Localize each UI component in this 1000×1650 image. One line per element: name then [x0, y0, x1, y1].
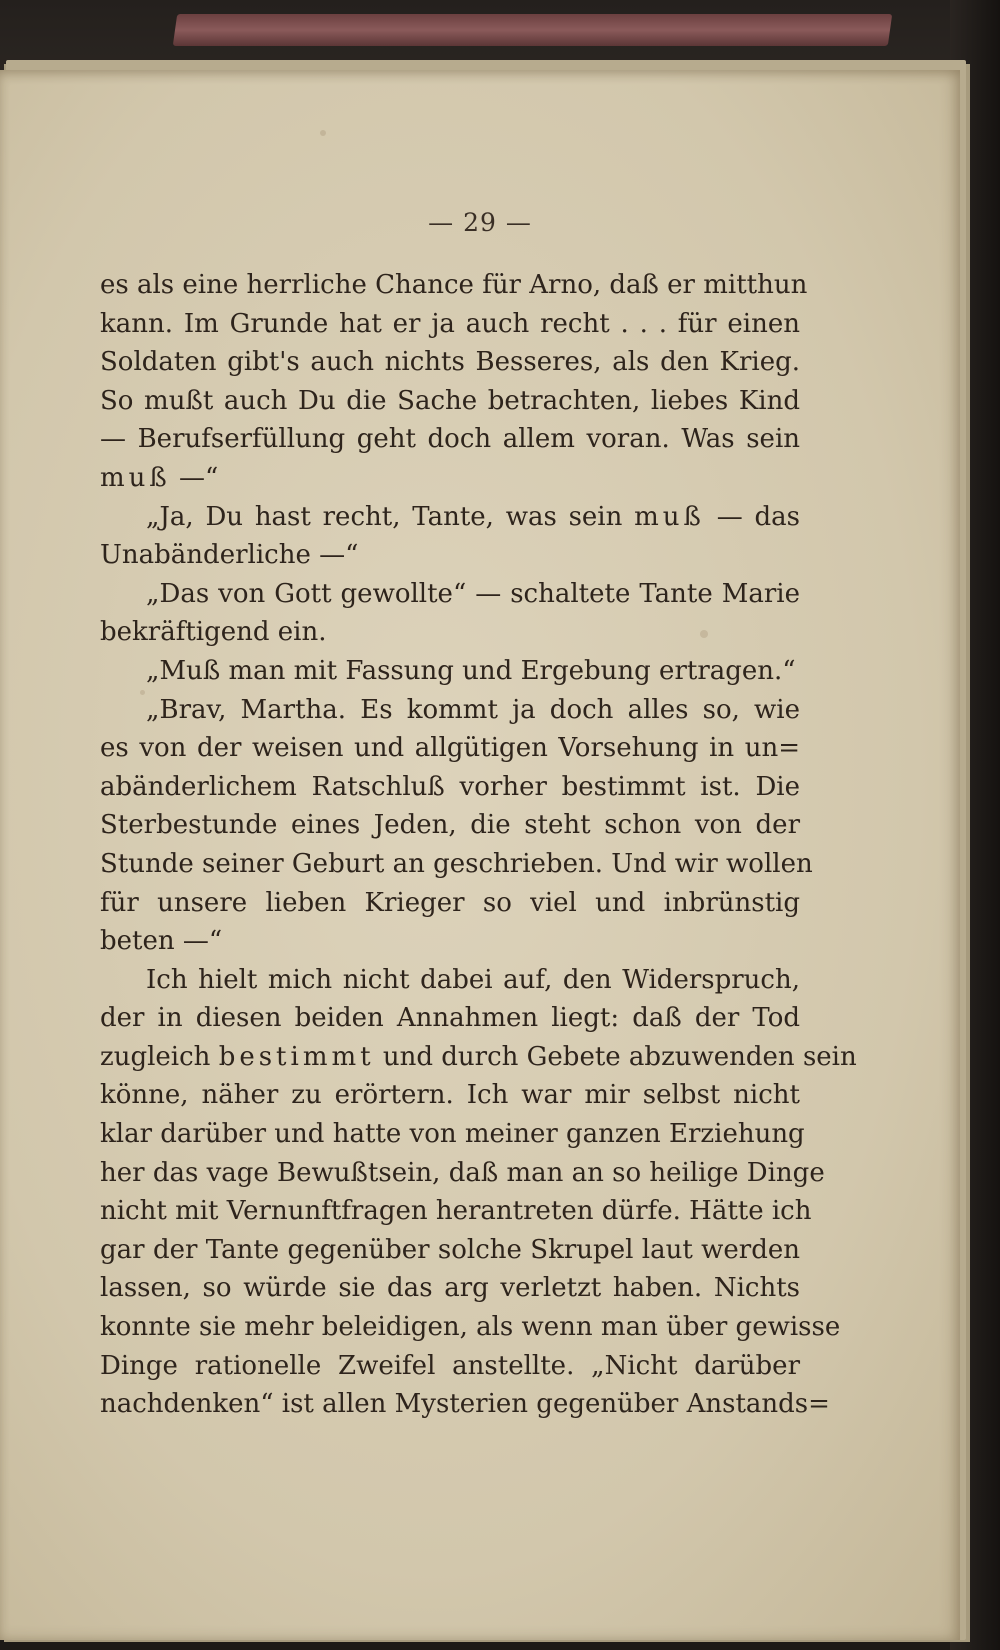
- text-line: es von der weisen und allgütigen Vorsehung in un=: [100, 733, 800, 764]
- text-line: Stunde seiner Geburt an geschrieben. Und wir wollen: [100, 848, 813, 879]
- text-line: nachdenken“ ist allen Mysterien gegenüber Anstands=: [100, 1389, 830, 1420]
- text-line: So mußt auch Du die Sache betrachten, liebes Kind: [100, 385, 800, 416]
- text-line: gar der Tante gegenüber solche Skrupel laut werden: [100, 1234, 800, 1265]
- emphasized-text: bestimmt: [218, 1041, 375, 1072]
- text-line: es als eine herrliche Chance für Arno, daß er mitthun: [100, 270, 808, 300]
- text-line: Dinge rationelle Zweifel anstellte. „Nicht darüber: [100, 1350, 800, 1381]
- page-number: — 29 —: [428, 208, 532, 237]
- text-line: „Das von Gott gewollte“ — schaltete Tante Marie: [146, 578, 800, 609]
- text-line: beten —“: [100, 926, 223, 957]
- text-line: könne, näher zu erörtern. Ich war mir selbst nicht: [100, 1080, 800, 1111]
- text-line: nicht mit Vernunftfragen herantreten dürfe. Hätte ich: [100, 1196, 812, 1227]
- text-line: [100, 1038, 857, 1077]
- text-line: der in diesen beiden Annahmen liegt: daß der Tod: [100, 1003, 800, 1034]
- book-page: [0, 70, 960, 1640]
- text-line: lassen, so würde sie das arg verletzt haben. Nichts: [100, 1273, 800, 1304]
- text-fragment: —“: [179, 462, 219, 493]
- text-line: Soldaten gibt's auch nichts Besseres, als den Krieg.: [100, 347, 800, 378]
- text-line: [100, 498, 800, 537]
- text-fragment: zugleich: [100, 1041, 219, 1072]
- text-line: kann. Im Grunde hat er ja auch recht . . . für einen: [100, 308, 800, 339]
- text-line: bekräftigend ein.: [100, 617, 327, 648]
- text-line: [100, 459, 800, 498]
- text-line: konnte sie mehr beleidigen, als wenn man über gewisse: [100, 1312, 841, 1343]
- text-line: abänderlichem Ratschluß vorher bestimmt ist. Die: [100, 771, 800, 802]
- text-line: klar darüber und hatte von meiner ganzen Erziehung: [100, 1119, 805, 1150]
- emphasized-text: muß: [100, 462, 171, 493]
- text-line: „Brav, Martha. Es kommt ja doch alles so, wie: [146, 694, 800, 725]
- text-line: Unabänderliche —“: [100, 540, 359, 571]
- book-cover-edge: [173, 14, 892, 46]
- body-text: [100, 266, 857, 1424]
- text-fragment: „Ja, Du hast recht, Tante, was sein: [146, 501, 635, 532]
- text-line: Ich hielt mich nicht dabei auf, den Widerspruch,: [146, 964, 800, 995]
- paper-spot: [320, 130, 326, 136]
- text-line: her das vage Bewußtsein, daß man an so heilige Dinge: [100, 1157, 825, 1188]
- text-line: „Muß man mit Fassung und Ergebung ertragen.“: [146, 655, 796, 686]
- emphasized-text: muß: [634, 501, 705, 532]
- text-line: Sterbestunde eines Jeden, die steht schon von der: [100, 810, 800, 841]
- text-line: für unsere lieben Krieger so viel und inbrünstig: [100, 887, 800, 918]
- text-fragment: und durch Gebete abzuwenden sein: [374, 1041, 857, 1072]
- text-line: — Berufserfüllung geht doch allem voran. Was sein: [100, 424, 800, 455]
- text-fragment: — das: [704, 501, 800, 532]
